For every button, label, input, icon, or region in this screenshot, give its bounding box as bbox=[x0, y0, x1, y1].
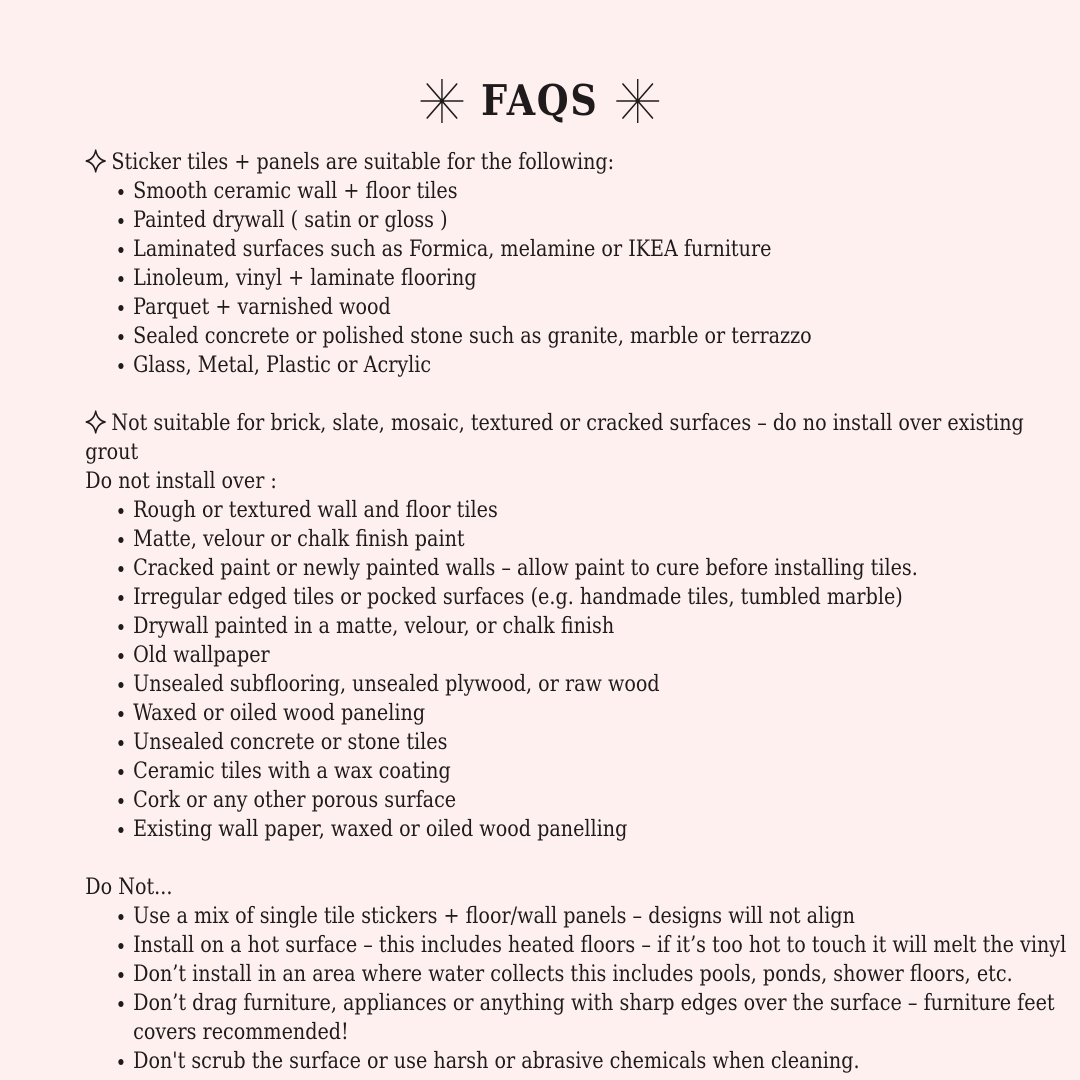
list-item-text: Matte, velour or chalk finish paint bbox=[133, 527, 465, 552]
bullet-dot-icon bbox=[118, 508, 123, 514]
list-item-text: Unsealed subflooring, unsealed plywood, or raw wood bbox=[133, 672, 660, 697]
page-content-wrapper bbox=[0, 76, 1080, 1076]
list-item-text: Drywall painted in a matte, velour, or chalk finish bbox=[133, 614, 615, 639]
bullet-dot-icon bbox=[118, 305, 123, 311]
list-item bbox=[85, 293, 1072, 322]
list-item bbox=[85, 902, 1072, 931]
list-item-text: Ceramic tiles with a wax coating bbox=[133, 759, 451, 784]
sparkle-icon bbox=[616, 79, 660, 123]
list-item-text: Cracked paint or newly painted walls – allow paint to cure before installing tiles. bbox=[133, 556, 918, 581]
page-title: FAQS bbox=[481, 76, 599, 125]
bullet-dot-icon bbox=[118, 682, 123, 688]
list-item bbox=[85, 525, 1072, 554]
section-header: Do Not... bbox=[85, 875, 173, 900]
list-item bbox=[85, 322, 1072, 351]
bullet-dot-icon bbox=[118, 247, 123, 253]
list-item bbox=[85, 815, 1072, 844]
faq-section-not-suitable bbox=[85, 409, 1072, 844]
bullet-dot-icon bbox=[118, 972, 123, 978]
bullet-dot-icon bbox=[118, 334, 123, 340]
list-item bbox=[85, 264, 1072, 293]
diamond-sparkle-icon bbox=[85, 149, 106, 173]
list-item bbox=[85, 583, 1072, 612]
bullet-dot-icon bbox=[118, 827, 123, 833]
list-item-text: Use a mix of single tile stickers + floor/wall panels – designs will not align bbox=[133, 904, 855, 929]
list-item bbox=[85, 989, 1072, 1047]
faq-content bbox=[0, 148, 1080, 1076]
list-item-text: Parquet + varnished wood bbox=[133, 295, 391, 320]
bullet-dot-icon bbox=[118, 595, 123, 601]
list-item-text: Glass, Metal, Plastic or Acrylic bbox=[133, 353, 432, 378]
list-item-text: Don’t drag furniture, appliances or anything with sharp edges over the surface – furniture feet covers recommended! bbox=[133, 991, 1055, 1045]
list-item-text: Old wallpaper bbox=[133, 643, 270, 668]
list-item-text: Sealed concrete or polished stone such as granite, marble or terrazzo bbox=[133, 324, 812, 349]
bullet-dot-icon bbox=[118, 914, 123, 920]
list-item bbox=[85, 757, 1072, 786]
list-item bbox=[85, 699, 1072, 728]
list-item bbox=[85, 728, 1072, 757]
section-header bbox=[85, 148, 1072, 177]
bullet-dot-icon bbox=[118, 740, 123, 746]
list-item-text: Don’t install in an area where water collects this includes pools, ponds, shower floors, etc. bbox=[133, 962, 1013, 987]
list-item-text: Install on a hot surface – this includes heated floors – if it’s too hot to touch it will melt the vinyl bbox=[133, 933, 1067, 958]
list-item-text: Irregular edged tiles or pocked surfaces (e.g. handmade tiles, tumbled marble) bbox=[133, 585, 903, 610]
list-item bbox=[85, 351, 1072, 380]
bullet-dot-icon bbox=[118, 798, 123, 804]
bullet-dot-icon bbox=[118, 566, 123, 572]
list-item bbox=[85, 786, 1072, 815]
list-item bbox=[85, 235, 1072, 264]
section-header bbox=[85, 409, 1072, 467]
bullet-dot-icon bbox=[118, 1001, 123, 1007]
list-item-text: Waxed or oiled wood paneling bbox=[133, 701, 426, 726]
list-item bbox=[85, 554, 1072, 583]
list-item-text: Linoleum, vinyl + laminate flooring bbox=[133, 266, 477, 291]
bullet-dot-icon bbox=[118, 769, 123, 775]
section-header-text: Not suitable for brick, slate, mosaic, textured or cracked surfaces – do no install over existing grout bbox=[85, 411, 1024, 465]
bullet-dot-icon bbox=[118, 218, 123, 224]
list-item bbox=[85, 931, 1072, 960]
list-item bbox=[85, 496, 1072, 525]
do-not-list bbox=[85, 902, 1072, 1076]
bullet-dot-icon bbox=[118, 943, 123, 949]
list-item bbox=[85, 612, 1072, 641]
list-item-text: Painted drywall ( satin or gloss ) bbox=[133, 208, 448, 233]
list-item bbox=[85, 641, 1072, 670]
not-suitable-list bbox=[85, 496, 1072, 844]
list-item bbox=[85, 670, 1072, 699]
bullet-dot-icon bbox=[118, 276, 123, 282]
diamond-sparkle-icon bbox=[85, 410, 106, 434]
bullet-dot-icon bbox=[118, 537, 123, 543]
sparkle-icon bbox=[420, 79, 464, 123]
bullet-dot-icon bbox=[118, 189, 123, 195]
list-item-text: Unsealed concrete or stone tiles bbox=[133, 730, 448, 755]
faq-section-do-not bbox=[85, 873, 1072, 1076]
list-item-text: Rough or textured wall and floor tiles bbox=[133, 498, 498, 523]
suitable-list bbox=[85, 177, 1072, 380]
bullet-dot-icon bbox=[118, 1059, 123, 1065]
list-item bbox=[85, 177, 1072, 206]
bullet-dot-icon bbox=[118, 624, 123, 630]
section-header-text: Sticker tiles + panels are suitable for the following: bbox=[111, 150, 615, 175]
list-item-text: Laminated surfaces such as Formica, melamine or IKEA furniture bbox=[133, 237, 772, 262]
list-item-text: Smooth ceramic wall + floor tiles bbox=[133, 179, 458, 204]
list-item-text: Existing wall paper, waxed or oiled wood panelling bbox=[133, 817, 628, 842]
faq-section-suitable bbox=[85, 148, 1072, 380]
bullet-dot-icon bbox=[118, 711, 123, 717]
list-item bbox=[85, 960, 1072, 989]
list-item-text: Don't scrub the surface or use harsh or abrasive chemicals when cleaning. bbox=[133, 1049, 860, 1074]
list-item bbox=[85, 1047, 1072, 1076]
list-item-text: Cork or any other porous surface bbox=[133, 788, 457, 813]
page-header bbox=[0, 76, 1080, 126]
list-item bbox=[85, 206, 1072, 235]
section-subheader: Do not install over : bbox=[85, 469, 277, 494]
bullet-dot-icon bbox=[118, 363, 123, 369]
bullet-dot-icon bbox=[118, 653, 123, 659]
